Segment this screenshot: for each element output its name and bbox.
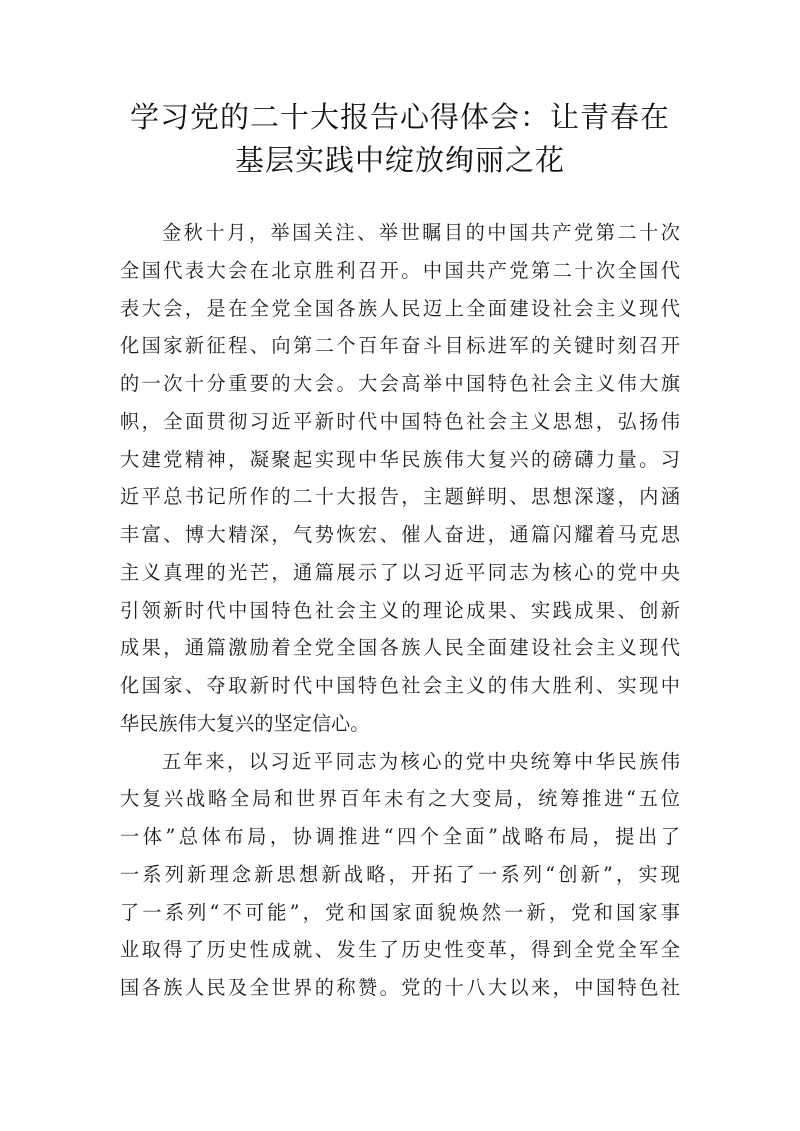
paragraph-line: 全国代表大会在北京胜利召开。中国共产党第二十次全国代 [120,258,680,282]
paragraph-line: 的一次十分重要的大会。大会高举中国特色社会主义伟大旗 [120,372,680,395]
paragraph-line: 化国家新征程、向第二个百年奋斗目标进军的关键时刻召开 [120,334,680,358]
document-title [100,96,700,182]
paragraph-line: 表大会，是在全党全国各族人民迈上全面建设社会主义现代 [120,296,680,320]
paragraph-line: 一体”总体布局，协调推进“四个全面”战略布局，提出了 [120,825,680,848]
paragraph-line: 一系列新理念新思想新战略，开拓了一系列“创新”，实现 [120,862,680,886]
paragraph-line: 引领新时代中国特色社会主义的理论成果、实践成果、创新 [120,598,680,622]
paragraph-line: 帜，全面贯彻习近平新时代中国特色社会主义思想，弘扬伟 [120,409,680,433]
paragraph-line: 大复兴战略全局和世界百年未有之大变局，统筹推进“五位 [120,787,680,811]
paragraph-line: 化国家、夺取新时代中国特色社会主义的伟大胜利、实现中 [120,674,680,697]
paragraph-line: 成果，通篇激励着全党全国各族人民全面建设社会主义现代 [120,636,680,660]
paragraph-line: 国各族人民及全世界的称赞。党的十八大以来，中国特色社 [120,976,680,999]
paragraph-line: 五年来，以习近平同志为核心的党中央统筹中华民族伟 [162,749,680,773]
paragraph-line: 华民族伟大复兴的坚定信心。 [120,711,370,735]
paragraph-line: 近平总书记所作的二十大报告，主题鲜明、思想深邃，内涵 [120,485,680,509]
paragraph-line: 了一系列“不可能”，党和国家面貌焕然一新，党和国家事 [120,900,680,924]
paragraph-1 [120,214,680,743]
paragraph-2 [120,743,680,1007]
paragraph-line: 丰富、博大精深，气势恢宏、催人奋进，通篇闪耀着马克思 [120,523,680,546]
paragraph-line: 主义真理的光芒，通篇展示了以习近平同志为核心的党中央 [120,560,680,584]
paragraph-line: 业取得了历史性成就、发生了历史性变革，得到全党全军全 [120,938,680,962]
document-body [120,214,680,1007]
title-line-1: 学习党的二十大报告心得体会：让青春在 [129,100,670,134]
paragraph-line: 金秋十月，举国关注、举世瞩目的中国共产党第二十次 [162,221,680,244]
title-line-2: 基层实践中绽放绚丽之花 [234,143,565,177]
paragraph-line: 大建党精神，凝聚起实现中华民族伟大复兴的磅礴力量。习 [120,447,680,471]
